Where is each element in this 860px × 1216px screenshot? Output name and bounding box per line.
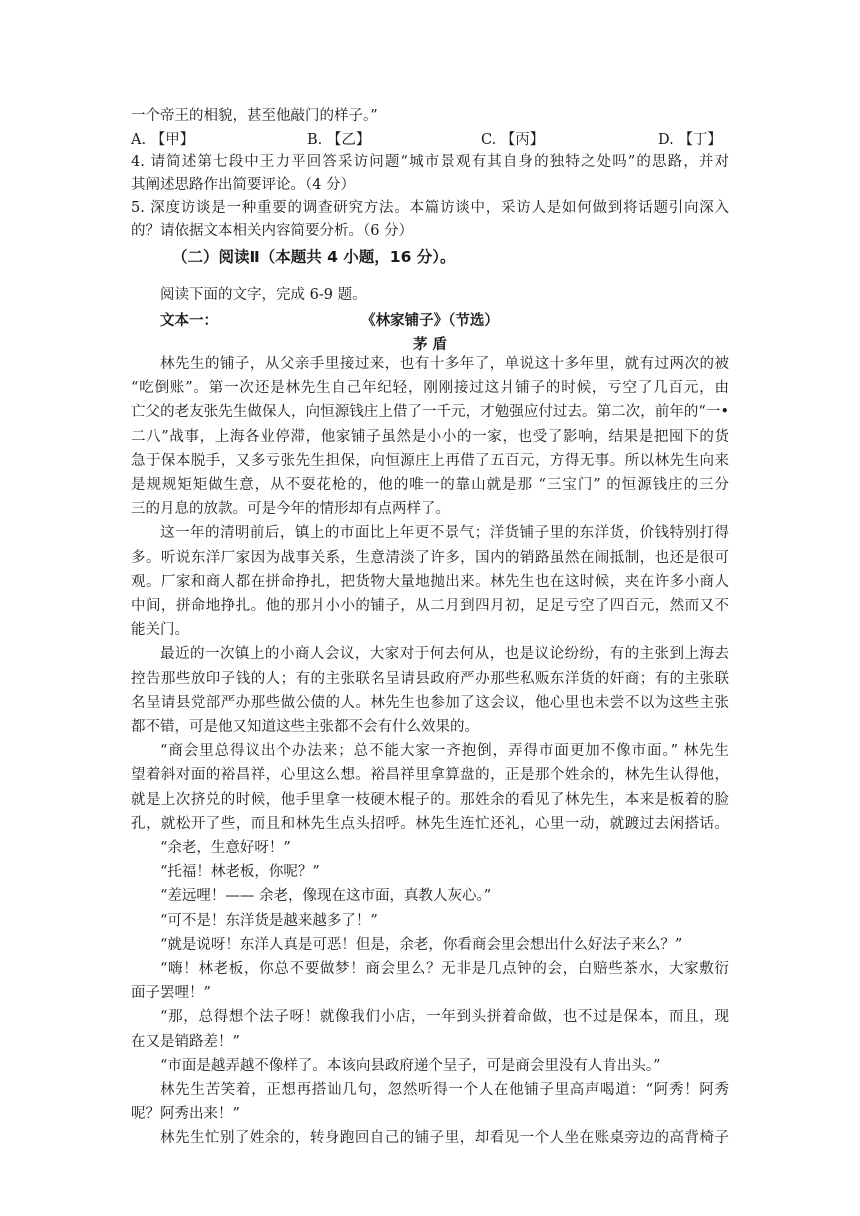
body-line: 多。听说东洋厂家因为战事关系，生意清淡了许多，国内的销路虽然在闹抵制，也还是很可	[131, 549, 729, 566]
option-a: A. 【甲】	[131, 132, 195, 148]
body-line: 中间，拼命地挣扎。他的那爿小小的铺子，从二月到四月初，足足亏空了四百元，然而又不	[131, 598, 729, 614]
body-line: “嗨！林老板，你总不要做梦！商会里么？无非是几点钟的会，白赔些茶水，大家敷衍	[160, 961, 729, 977]
body-line: 观。厂家和商人都在拼命挣扎，把货物大量地抛出来。林先生也在这时候，夹在许多小商人	[131, 573, 729, 590]
body-line: “余老，生意好呀！”	[160, 840, 291, 856]
body-line: 林先生苦笑着，正想再搭讪几句，忽然听得一个人在他铺子里高声喝道：“阿秀！阿秀	[160, 1082, 729, 1098]
question-4-line-1: 4. 请简述第七段中王力平回答采访问题“城市景观有其自身的独特之处吗”的思路，并对	[131, 154, 729, 170]
body-line: 名呈请县党部严办那些做公债的人。林先生也参加了这会议，他心里也未尝不以为这些主张	[131, 694, 729, 711]
body-line: 呢？阿秀出来！”	[131, 1106, 240, 1123]
body-line: 孔，就松开了些，而且和林先生点头招呼。林先生连忙还礼，心里一动，就踱过去闲搭话。	[131, 815, 729, 832]
answer-options	[131, 128, 729, 152]
body-line: 这一年的清明前后，镇上的市面比上年更不景气；洋货铺子里的东洋货，价钱特别打得	[160, 525, 729, 542]
body-line: “那，总得想个法子呀！就像我们小店，一年到头拼着命做，也不过是保本，而且，现	[160, 1009, 729, 1026]
body-line: 是规规矩矩做生意，从不耍花枪的，他的唯一的靠山就是那 “三宝门” 的恒源钱庄的三分	[131, 477, 729, 493]
body-line: 控告那些放印子钱的人；有的主张联名呈请县政府严办那些私贩东洋货的奸商；有的主张联	[131, 670, 729, 687]
body-line: 面子罢哩！”	[131, 985, 211, 1002]
question-5-line-1: 5. 深度访谈是一种重要的调查研究方法。本篇访谈中，采访人是如何做到将话题引向深入	[131, 200, 729, 216]
body-line: “吃倒账”。第一次还是林先生自己年纪轻，刚刚接过这爿铺子的时候，亏空了几百元，由	[131, 380, 729, 397]
body-line: 最近的一次镇上的小商人会议，大家对于何去何从，也是议论纷纷，有的主张到上海去	[160, 646, 729, 663]
article-title: 《林家铺子》（节选）	[361, 312, 499, 329]
body-line: “市面是越弄越不像样了。本该向县政府递个呈子，可是商会里没有人肯出头。”	[160, 1057, 661, 1074]
option-b: B. 【乙】	[307, 132, 371, 148]
text-line: 一个帝王的相貌，甚至他敲门的样子。”	[131, 108, 378, 124]
option-d: D. 【丁】	[658, 132, 722, 148]
body-line: 林先生忙别了姓余的，转身跑回自己的铺子里，却看见一个人坐在账桌旁边的高背椅子	[160, 1130, 729, 1147]
question-4-line-2: 其阐述思路作出简要评论。（4 分）	[131, 177, 356, 193]
instruction: 阅读下面的文字，完成 6-9 题。	[160, 287, 367, 303]
body-line: 在又是销路差！”	[131, 1033, 240, 1050]
body-line: 二八”战事，上海各业停滞，他家铺子虽然是小小的一家，也受了影响，结果是把囤下的货	[131, 428, 729, 445]
section-heading: （二）阅读Ⅱ（本题共 4 小题，16 分）。	[172, 248, 456, 266]
body-line: 望着斜对面的裕昌祥，心里这么想。裕昌祥里拿算盘的，正是那个姓余的，林先生认得他，	[131, 767, 729, 784]
body-line: 林先生的铺子，从父亲手里接过来，也有十多年了，单说这十多年里，就有过两次的被	[160, 356, 729, 372]
body-line: 就是上次挤兑的时候，他手里拿一枝硬木棍子的。那姓余的看见了林先生，本来是板着的脸	[131, 791, 729, 808]
body-line: “就是说呀！东洋人真是可恶！但是，余老，你看商会里会想出什么好法子来么？”	[160, 936, 683, 953]
body-line: “托福！林老板，你呢？”	[160, 864, 320, 881]
body-line: “可不是！东洋货是越来越多了！”	[160, 912, 378, 929]
body-line: “商会里总得议出个办法来；总不能大家一齐抱倒，弄得市面更加不像市面。” 林先生	[160, 743, 729, 760]
body-line: “差远哩！—— 余老，像现在这市面，真教人灰心。”	[160, 888, 492, 905]
body-line: 急于保本脱手，又多亏张先生担保，向恒源庄上再借了五百元，方得无事。所以林先生向来	[131, 452, 729, 469]
body-line: 都不错，可是他又知道这些主张都不会有什么效果的。	[131, 719, 479, 735]
text-label: 文本一：	[160, 312, 218, 329]
body-line: 能关门。	[131, 622, 189, 639]
option-c: C. 【丙】	[481, 132, 545, 148]
body-line: 亡父的老友张先生做保人，向恒源钱庄上借了一千元，才勉强应付过去。第二次，前年的“一•	[131, 404, 729, 421]
article-author: 茅 盾	[412, 336, 448, 353]
question-5-line-2: 的？请依据文本相关内容简要分析。（6 分）	[131, 223, 414, 239]
body-line: 三的月息的放款。可是今年的情形却有点两样了。	[131, 501, 450, 518]
